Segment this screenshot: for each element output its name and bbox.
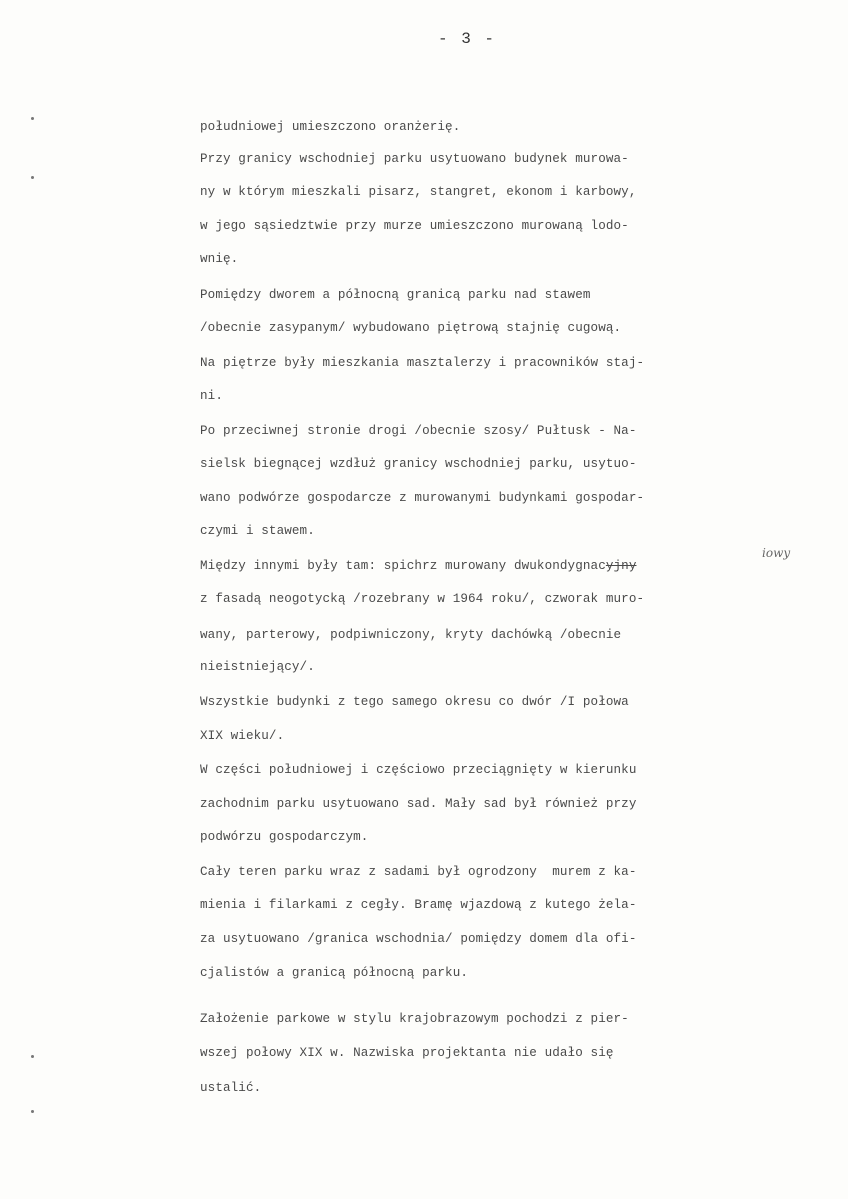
text-line: ny w którym mieszkali pisarz, stangret, ekonom i karbowy, <box>200 185 637 199</box>
punch-mark <box>31 117 34 120</box>
text-line: Na piętrze były mieszkania masztalerzy i pracowników staj- <box>200 356 645 370</box>
text-line <box>200 559 637 573</box>
text-line: z fasadą neogotycką /rozebrany w 1964 roku/, czworak muro- <box>200 592 645 606</box>
struck-text: yjny <box>605 559 637 573</box>
punch-mark <box>31 1110 34 1113</box>
text-line: Przy granicy wschodniej parku usytuowano budynek murowa- <box>200 152 629 166</box>
text-line: ustalić. <box>200 1081 262 1095</box>
text-line: /obecnie zasypanym/ wybudowano piętrową stajnię cugową. <box>200 321 622 335</box>
text-line: za usytuowano /granica wschodnia/ pomiędzy domem dla ofi- <box>200 932 637 946</box>
text-line: wano podwórze gospodarcze z murowanymi budynkami gospodar- <box>200 491 645 505</box>
text-line: cjalistów a granicą północną parku. <box>200 966 469 980</box>
text-line: południowej umieszczono oranżerię. <box>200 120 461 134</box>
text-line: W części południowej i częściowo przeciągnięty w kierunku <box>200 763 637 777</box>
text-line: XIX wieku/. <box>200 729 285 743</box>
text-line: Wszystkie budynki z tego samego okresu co dwór /I połowa <box>200 695 629 709</box>
text-line: sielsk biegnącej wzdłuż granicy wschodniej parku, usytuo- <box>200 457 637 471</box>
handwritten-correction: iowy <box>762 546 791 560</box>
text-line: zachodnim parku usytuowano sad. Mały sad był również przy <box>200 797 637 811</box>
text-line: ni. <box>200 389 223 403</box>
text-line-main: Między innymi były tam: spichrz murowany dwukondygnac <box>200 559 606 573</box>
punch-mark <box>31 176 34 179</box>
text-line: nieistniejący/. <box>200 660 315 674</box>
page-number: - 3 - <box>438 30 497 48</box>
text-line: Pomiędzy dworem a północną granicą parku nad stawem <box>200 288 591 302</box>
text-line: wnię. <box>200 252 239 266</box>
text-line: Cały teren parku wraz z sadami był ogrodzony murem z ka- <box>200 865 637 879</box>
text-line: Po przeciwnej stronie drogi /obecnie szosy/ Pułtusk - Na- <box>200 424 637 438</box>
text-line: wany, parterowy, podpiwniczony, kryty dachówką /obecnie <box>200 628 622 642</box>
punch-mark <box>31 1055 34 1058</box>
text-line: mienia i filarkami z cegły. Bramę wjazdową z kutego żela- <box>200 898 637 912</box>
text-line: w jego sąsiedztwie przy murze umieszczono murowaną lodo- <box>200 219 629 233</box>
text-line: wszej połowy XIX w. Nazwiska projektanta nie udało się <box>200 1046 614 1060</box>
text-line: czymi i stawem. <box>200 524 315 538</box>
text-line: podwórzu gospodarczym. <box>200 830 369 844</box>
text-line: Założenie parkowe w stylu krajobrazowym pochodzi z pier- <box>200 1012 629 1026</box>
